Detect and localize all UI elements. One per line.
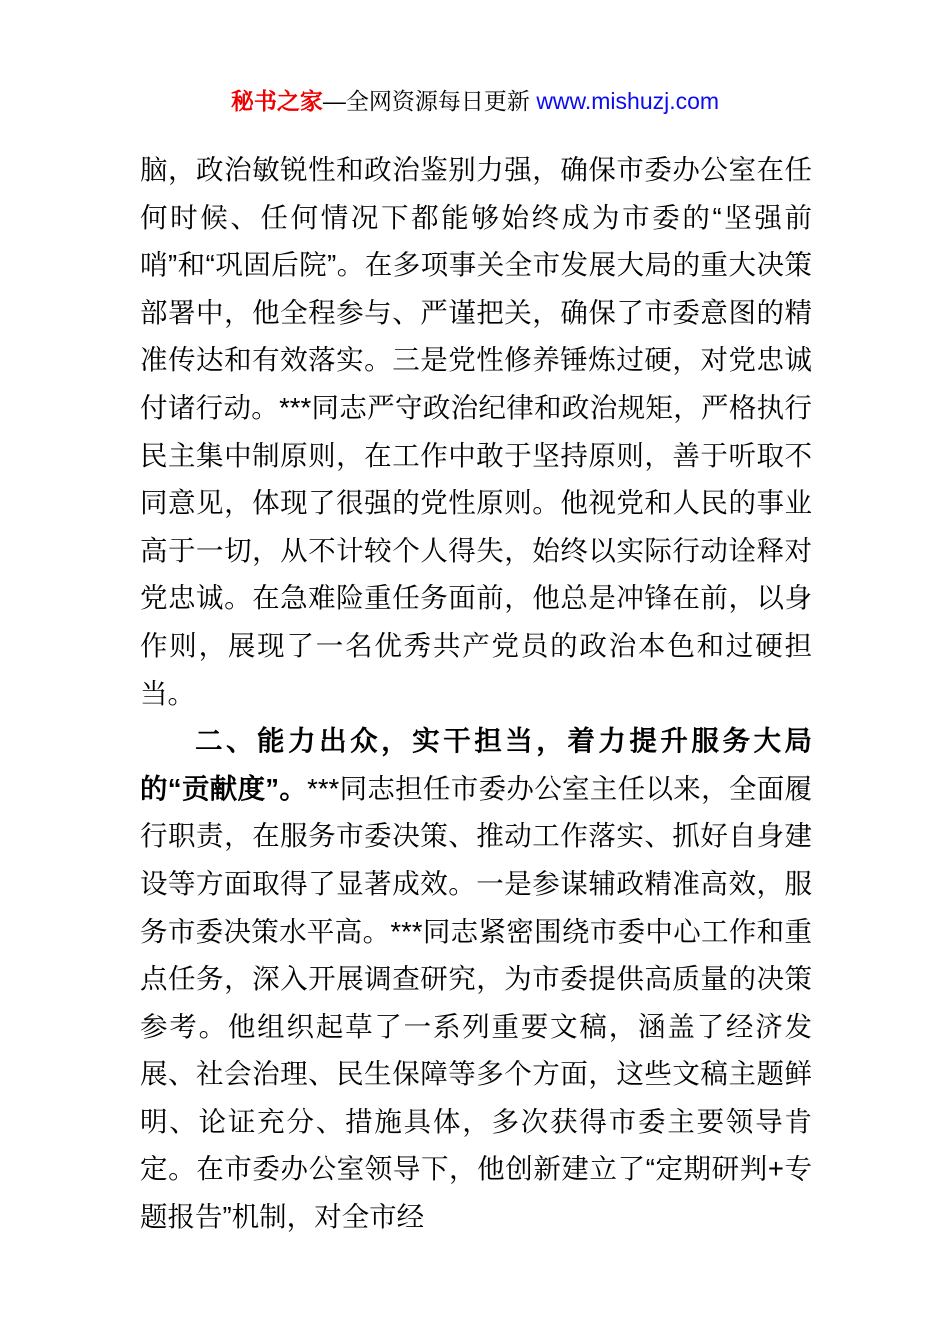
document-body [140, 146, 812, 1241]
paragraph-capability-text: ***同志担任市委办公室主任以来，全面履行职责，在服务市委决策、推动工作落实、抓好自身建设等方面取得了显著成效。一是参谋辅政精准高效，服务市委决策水平高。***同志紧密围绕市委中心工作和重点任务，深入开展调查研究，为市委提供高质量的决策参考。他组织起草了一系列重要文稿，涵盖了经济发展、社会治理、民生保障等多个方面，这些文稿主题鲜明、论证充分、措施具体，多次获得市委主要领导肯定。在市委办公室领导下，他创新建立了“定期研判+专题报告”机制，对全市经 [140, 772, 812, 1233]
paragraph-capability [140, 717, 812, 1241]
site-url-link[interactable]: www.mishuzj.com [536, 88, 720, 114]
site-brand-text: 秘书之家 [230, 88, 323, 114]
site-header [0, 86, 950, 116]
site-tagline-text: —全网资源每日更新 [322, 88, 537, 114]
paragraph-political-quality: 脑，政治敏锐性和政治鉴别力强，确保市委办公室在任何时候、任何情况下都能够始终成为市委的“坚强前哨”和“巩固后院”。在多项事关全市发展大局的重大决策部署中，他全程参与、严谨把关，确保了市委意图的精准传达和有效落实。三是党性修养锤炼过硬，对党忠诚付诸行动。***同志严守政治纪律和政治规矩，严格执行民主集中制原则，在工作中敢于坚持原则，善于听取不同意见，体现了很强的党性原则。他视党和人民的事业高于一切，从不计较个人得失，始终以实际行动诠释对党忠诚。在急难险重任务面前，他总是冲锋在前，以身作则，展现了一名优秀共产党员的政治本色和过硬担当。 [140, 154, 812, 709]
section-heading-two: 二、能力出众，实干担当，着力提升服务大局的“贡献度”。 [140, 725, 812, 804]
